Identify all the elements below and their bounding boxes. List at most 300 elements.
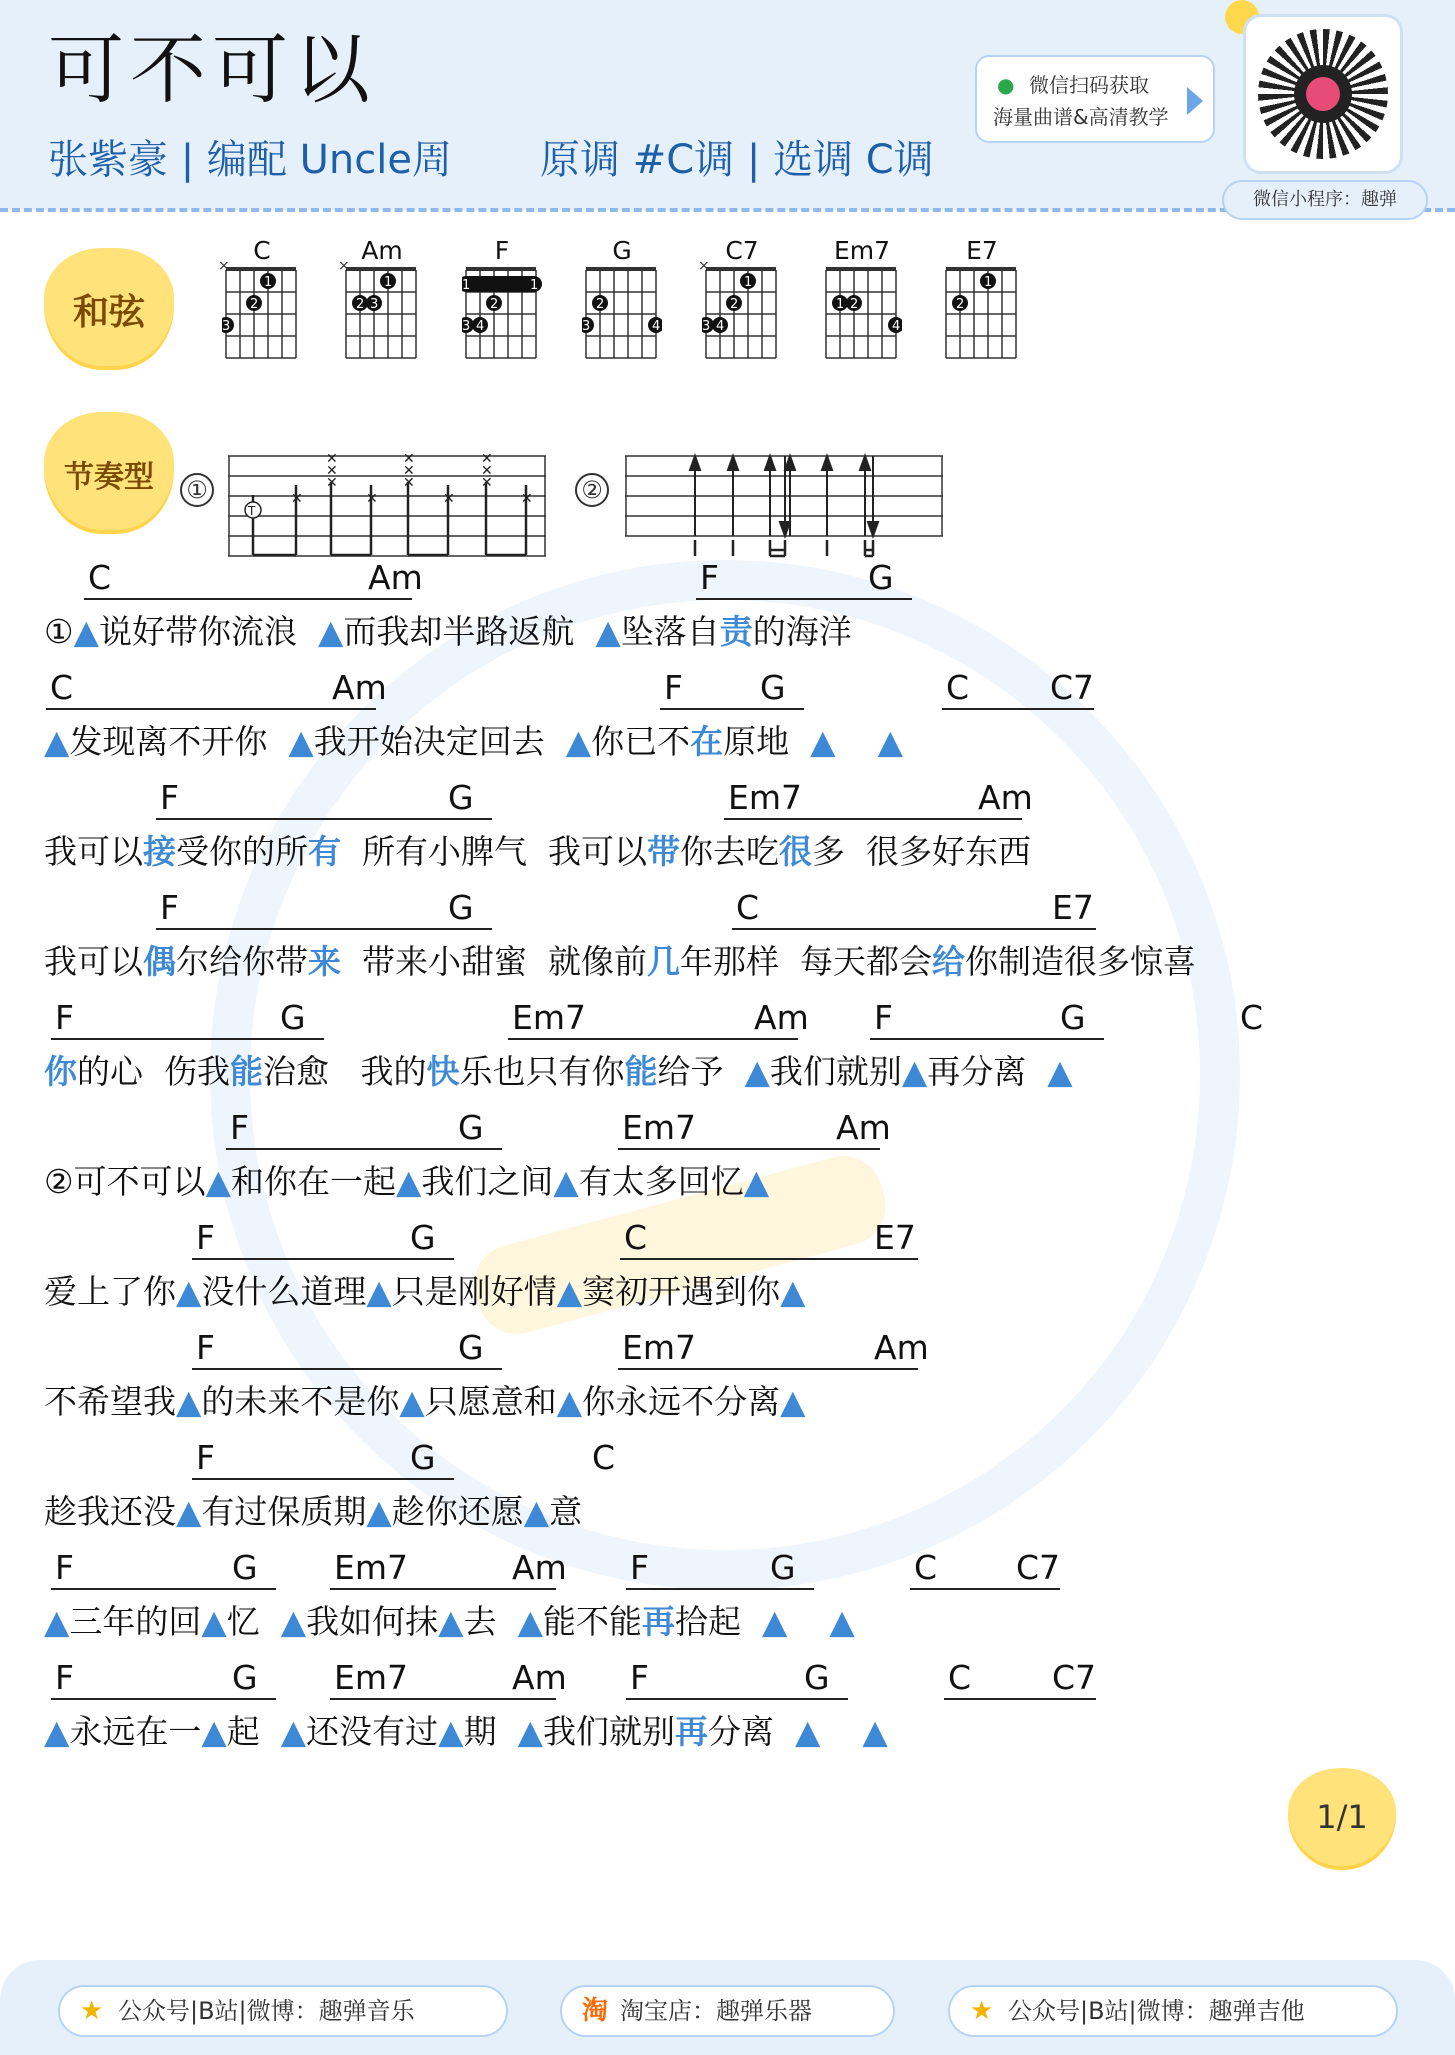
chord-label: C [88,558,112,597]
lyric-char: 可 [73,1162,107,1201]
chord-label: E7 [874,1218,916,1257]
lyric-char: 所 [362,832,395,871]
lyric-char: 脾 [461,832,494,871]
chord-span-line [330,1698,556,1700]
lyric-char: 带 [275,942,308,981]
chord-label: C [948,1658,972,1697]
chord-label: F [55,998,74,1037]
chord-span-line [732,928,1096,930]
lyric-char: 远 [648,1382,682,1421]
svg-text:3: 3 [370,297,379,312]
lyric-char: 你 [582,1382,616,1421]
lyric-char: 道 [300,1272,334,1311]
chord-label: G [458,1108,484,1147]
lyric-char: 只 [391,1272,425,1311]
lyric-char: 现 [102,722,136,761]
lyric-char: 分 [707,1712,741,1751]
lyric-char: 流 [230,612,264,651]
lyric-line [44,1160,769,1204]
strum-triangle-icon: ▲ [556,1272,583,1311]
lyric-char: 回 [677,1162,711,1201]
lyric-char: 拾 [674,1602,708,1641]
lyric-char: 过 [405,1712,439,1751]
lyric-char: 不 [300,1382,334,1421]
lyric-char: 的 [242,832,275,871]
lyric-char: 你 [234,722,268,761]
svg-text:3: 3 [582,319,591,334]
chord-diagram-c [218,236,302,366]
lyric-char [808,1602,819,1641]
lyric-char [831,1712,842,1751]
lyric-char [154,1052,165,1091]
chord-label: Am [332,668,387,707]
lyric-char: 你 [263,1162,297,1201]
lyric-char: 没 [339,1712,373,1751]
lyric-char: 起 [226,1712,260,1751]
lyric-char: 别 [641,1712,675,1751]
chord-label: G [770,1548,796,1587]
lyric-char [340,1052,351,1091]
lyric-char [852,1712,863,1751]
lyric-char: 愿 [490,1492,524,1531]
lyric-char: 窦 [582,1272,616,1311]
chord-span-line [192,1368,502,1370]
svg-text:✕: ✕ [481,475,493,491]
svg-text:✕: ✕ [326,463,338,479]
footer-left-label: 公众号|B站|微博：趣弹音乐 [118,1997,415,2025]
lyric-char: 喜 [1163,942,1196,981]
lyric-char: 希 [77,1382,110,1421]
lyric-char: 未 [234,1382,268,1421]
chord-label: G [868,558,894,597]
lyric-char: 何 [372,1602,406,1641]
lyric-char [538,942,549,981]
lyric-char: 不 [657,722,691,761]
lyric-char: 就 [548,942,581,981]
lyric-char: 回 [478,722,512,761]
strum-triangle-icon: ▲ [862,1712,888,1751]
svg-text:2: 2 [250,297,259,312]
lyric-char: 前 [614,942,647,981]
lyric-char: 去 [713,832,746,871]
strum-triangle-icon: ▲ [205,1162,231,1201]
lyric-char: 来 [395,942,428,981]
strum-triangle-icon: ▲ [517,1602,543,1641]
highlighted-char: 责 [719,612,753,651]
lyric-char [857,722,868,761]
chord-name: E7 [966,236,998,265]
rhythm-badge-label: 节奏型 [64,460,154,495]
qr-code-icon[interactable] [1243,14,1403,174]
chord-label: C7 [1016,1548,1061,1587]
artist-arranger: 张紫豪 | 编配 Uncle周 [48,137,452,183]
lyric-char: 很 [866,832,899,871]
svg-text:3: 3 [702,319,711,334]
lyric-char: 以 [110,832,143,871]
chord-span-line [330,1588,556,1590]
lyric-char [1037,1052,1048,1091]
strum-triangle-icon: ▲ [201,1602,227,1641]
lyric-char [507,1712,518,1751]
svg-text:4: 4 [652,319,661,334]
strum-triangle-icon: ▲ [810,722,836,761]
lyric-char: 到 [714,1272,748,1311]
lyric-char: 蜜 [494,942,527,981]
lyric-char: 落 [653,612,687,651]
star-icon: ★ [80,1996,104,2026]
lyric-char [841,1712,852,1751]
chord-diagram-am [338,236,422,366]
promo-line-2: 海量曲谱&高清教学 [993,105,1169,129]
lyric-char: 乐 [459,1052,493,1091]
lyric-char: 还 [306,1712,340,1751]
chord-span-line [870,1038,1104,1040]
lyric-char: 而 [343,612,377,651]
lyric-char: 好 [932,832,965,871]
lyric-char [507,1602,518,1641]
lyric-char: 爱 [44,1272,77,1311]
chord-span-line [942,708,1094,710]
tap-mark: T [248,504,256,518]
svg-text:2: 2 [596,297,605,312]
chord-label: Em7 [622,1328,696,1367]
highlighted-char: 再 [674,1712,708,1751]
lyric-char: 尔 [176,942,209,981]
footer-social-music[interactable] [58,1985,508,2037]
chord-label: F [630,1548,649,1587]
mini-program-label: 微信小程序：趣弹 [1222,180,1428,220]
lyric-line [44,1380,806,1424]
strum-triangle-icon: ▲ [743,1162,770,1201]
chord-diagram-f [462,236,542,366]
lyric-char: 三 [69,1602,103,1641]
lyric-char: 只 [525,1052,559,1091]
chord-label: C [736,888,760,927]
lyric-char: 是 [333,1382,367,1421]
lyric-char: 我 [44,832,77,871]
chord-span-line [46,708,376,710]
lyric-char: 愈 [296,1052,329,1091]
promo-banner[interactable] [975,55,1215,143]
lyric-char: 带 [362,942,395,981]
chord-label: G [804,1658,830,1697]
lyric-char: 初 [615,1272,649,1311]
chord-label: Am [874,1328,929,1367]
chord-label: G [232,1548,258,1587]
footer-taobao-shop[interactable] [560,1985,895,2037]
lyric-char [297,612,308,651]
highlighted-char: 给 [932,942,965,981]
lyric-char: 离 [993,1052,1027,1091]
lyric-char: 小 [428,942,461,981]
chord-label: G [760,668,786,707]
muted-string-mark: × [218,258,230,274]
lyric-char: 你 [591,1052,625,1091]
chord-span-line [724,818,1022,820]
strum-triangle-icon: ▲ [366,1272,392,1311]
chord-label: F [196,1218,215,1257]
strum-triangle-icon: ▲ [744,1052,770,1091]
chord-label: C7 [1050,668,1095,707]
lyric-char: 小 [428,832,461,871]
chord-span-line [156,928,492,930]
lyric-char: 以 [172,1162,206,1201]
chord-label: G [1060,998,1086,1037]
lyric-char: 能 [542,1602,576,1641]
strum-triangle-icon: ▲ [395,1162,422,1201]
lyric-char: 你 [747,1272,781,1311]
lyric-char: 没 [143,1492,176,1531]
chord-label: Am [836,1108,891,1147]
chord-span-line [620,1258,918,1260]
lyric-char: 就 [608,1712,642,1751]
lyric-char [867,722,878,761]
lyric-char [545,722,556,761]
lyric-char: 趁 [44,1492,77,1531]
lyric-char: 给 [209,942,242,981]
strum-triangle-icon: ▲ [288,722,314,761]
lyric-char: 我 [360,1052,394,1091]
lyric-char: 好 [131,612,165,651]
lyric-char [751,1602,762,1641]
lyric-char [819,1602,830,1641]
lyric-char: 保 [267,1492,301,1531]
chord-label: C [50,668,74,707]
svg-text:✕: ✕ [521,491,533,507]
lyric-char: 的 [135,1602,169,1641]
lyric-line [44,1270,806,1314]
chord-span-line [618,1368,918,1370]
lyric-char: 开 [346,722,380,761]
lyric-line [44,1050,1073,1094]
lyric-char [497,1712,508,1751]
chord-diagram-e7 [942,236,1022,366]
chord-span-line [508,1038,798,1040]
svg-text:3: 3 [462,319,471,334]
footer-social-guitar[interactable] [948,1985,1398,2037]
lyric-char: 再 [927,1052,961,1091]
svg-text:2: 2 [956,297,965,312]
svg-text:4: 4 [716,319,725,334]
lyric-char: 你 [366,1382,400,1421]
lyric-char [585,612,596,651]
svg-text:2: 2 [490,297,499,312]
lyric-char: 很 [1064,942,1097,981]
lyric-char: 受 [176,832,209,871]
lyric-char: 有 [395,832,428,871]
lyric-char [1026,1052,1037,1091]
lyric-char: 浪 [263,612,297,651]
chord-label: Am [754,998,809,1037]
strum-triangle-icon: ▲ [517,1712,543,1751]
chord-label: F [664,668,683,707]
lyric-char: 还 [110,1492,143,1531]
lyric-char: 却 [409,612,443,651]
lyric-char: 一 [168,1712,202,1751]
lyric-char: 所 [275,832,308,871]
chord-label: G [448,888,474,927]
lyric-char [260,1712,271,1751]
lyric-char [352,942,363,981]
lyric-char: 上 [77,1272,110,1311]
lyric-char: 理 [333,1272,367,1311]
lyric-char: 愿 [457,1382,491,1421]
lyric-char [779,942,790,981]
chords-badge-label: 和弦 [72,292,145,333]
lyric-char: 去 [463,1602,497,1641]
chord-span-line [84,598,412,600]
strum-triangle-icon: ▲ [176,1492,202,1531]
lyric-char: 质 [300,1492,334,1531]
svg-text:✕: ✕ [481,463,493,479]
lyric-char: 分 [960,1052,994,1091]
chord-label: G [448,778,474,817]
lyric-char: 永 [69,1712,103,1751]
lyric-char: 有 [201,1492,235,1531]
strum-triangle-icon: ▲ [438,1602,464,1641]
highlighted-char: 再 [641,1602,675,1641]
strum-triangle-icon: ▲ [44,1712,70,1751]
lyric-char: 多 [644,1162,678,1201]
lyric-char: 西 [998,832,1031,871]
chord-name: F [494,236,510,265]
lyric-char: 给 [657,1052,691,1091]
lyric-char: 我 [143,1382,176,1421]
lyric-char [784,1712,795,1751]
strum-triangle-icon: ▲ [761,1602,788,1641]
lyric-char: 了 [110,1272,143,1311]
lyric-char: 我 [421,1162,455,1201]
chord-diagram-c7 [698,236,782,366]
lyric-char: 多 [899,832,932,871]
lyric-char [270,1712,281,1751]
lyric-char: 回 [168,1602,202,1641]
lyric-char: 的 [77,1052,110,1091]
lyric-char: 分 [714,1382,748,1421]
lyric-char: 年 [680,942,713,981]
chord-label: C [914,1548,938,1587]
svg-text:✕: ✕ [443,491,455,507]
lyric-char: 们 [575,1712,609,1751]
svg-text:1: 1 [744,275,753,290]
lyric-char: 不 [44,1382,77,1421]
lyric-char [270,1602,281,1641]
chord-span-line [226,1148,502,1150]
lyric-char: 自 [686,612,720,651]
strum-triangle-icon: ▲ [366,1492,392,1531]
lyric-char [741,1602,752,1641]
lyric-char [307,612,318,651]
lyric-char: 么 [267,1272,301,1311]
lyric-line [44,1600,855,1644]
lyric-line [44,830,1031,874]
lyric-char [329,1052,340,1091]
lyric-char [846,722,857,761]
lyric-char: 在 [296,1162,330,1201]
lyric-char: 期 [463,1712,497,1751]
lyric-char: 不 [106,1162,140,1201]
lyric-char: 甜 [461,942,494,981]
lyric-char: 我 [542,1712,576,1751]
lyric-line [44,610,852,654]
lyric-char [278,722,289,761]
svg-text:✕: ✕ [326,451,338,467]
lyric-char: 们 [802,1052,836,1091]
lyric-char: 之 [487,1162,521,1201]
lyric-char: 坠 [620,612,654,651]
chevron-right-icon [1187,87,1203,115]
lyric-char [845,832,856,871]
chord-label: G [232,1658,258,1697]
strum-triangle-icon: ▲ [877,722,903,761]
highlighted-char: 接 [143,832,176,871]
chord-label: F [630,1658,649,1697]
lyric-char [724,1052,735,1091]
chord-diagram-g [582,236,662,366]
strum-triangle-icon: ▲ [176,1272,202,1311]
chord-name: Em7 [833,236,891,265]
lyric-char [260,1602,271,1641]
rhythm-pattern-1-label: ① [180,473,214,507]
svg-text:1: 1 [836,297,845,312]
lyric-char: 返 [508,612,542,651]
lyric-char: 你 [242,942,275,981]
wechat-icon: ● [997,73,1015,97]
chord-name: G [612,236,632,265]
lyric-char [497,1602,508,1641]
lyric-char: 情 [523,1272,557,1311]
lyric-char: 没 [201,1272,235,1311]
highlighted-char: 能 [624,1052,658,1091]
lyric-char: 始 [379,722,413,761]
taobao-icon: 淘 [582,1996,609,2026]
lyric-char: 和 [230,1162,264,1201]
chord-label: Em7 [512,998,586,1037]
chord-diagram-em7 [822,236,902,366]
strum-triangle-icon: ▲ [794,1712,821,1751]
svg-text:1: 1 [984,275,993,290]
lyric-line [44,720,903,764]
lyric-line [44,940,1196,984]
rhythm-pattern-2 [625,440,945,570]
chord-label: F [55,1658,74,1697]
lyric-char [350,1052,361,1091]
lyric-char: 样 [746,942,779,981]
lyric-char [734,1052,745,1091]
lyric-char: 你 [965,942,998,981]
lyric-char: 洋 [818,612,852,651]
chord-label: F [160,778,179,817]
strum-triangle-icon: ▲ [399,1382,425,1421]
lyric-char: 发 [69,722,103,761]
lyric-char: 可 [581,832,614,871]
highlighted-char: 有 [308,832,341,871]
lyric-char: ① [44,612,74,651]
lyric-char: 我 [44,942,77,981]
lyric-line [44,1490,582,1534]
chord-label: Em7 [622,1108,696,1147]
chord-name: Am [361,236,403,265]
chord-label: F [230,1108,249,1147]
lyric-char: 在 [135,1712,169,1751]
chord-label: Em7 [334,1548,408,1587]
lyric-char [352,832,363,871]
lyric-char: 可 [77,942,110,981]
lyric-char: 有 [558,1052,592,1091]
lyric-char: 远 [102,1712,136,1751]
strum-triangle-icon: ▲ [201,1712,227,1751]
svg-text:✕: ✕ [403,463,415,479]
